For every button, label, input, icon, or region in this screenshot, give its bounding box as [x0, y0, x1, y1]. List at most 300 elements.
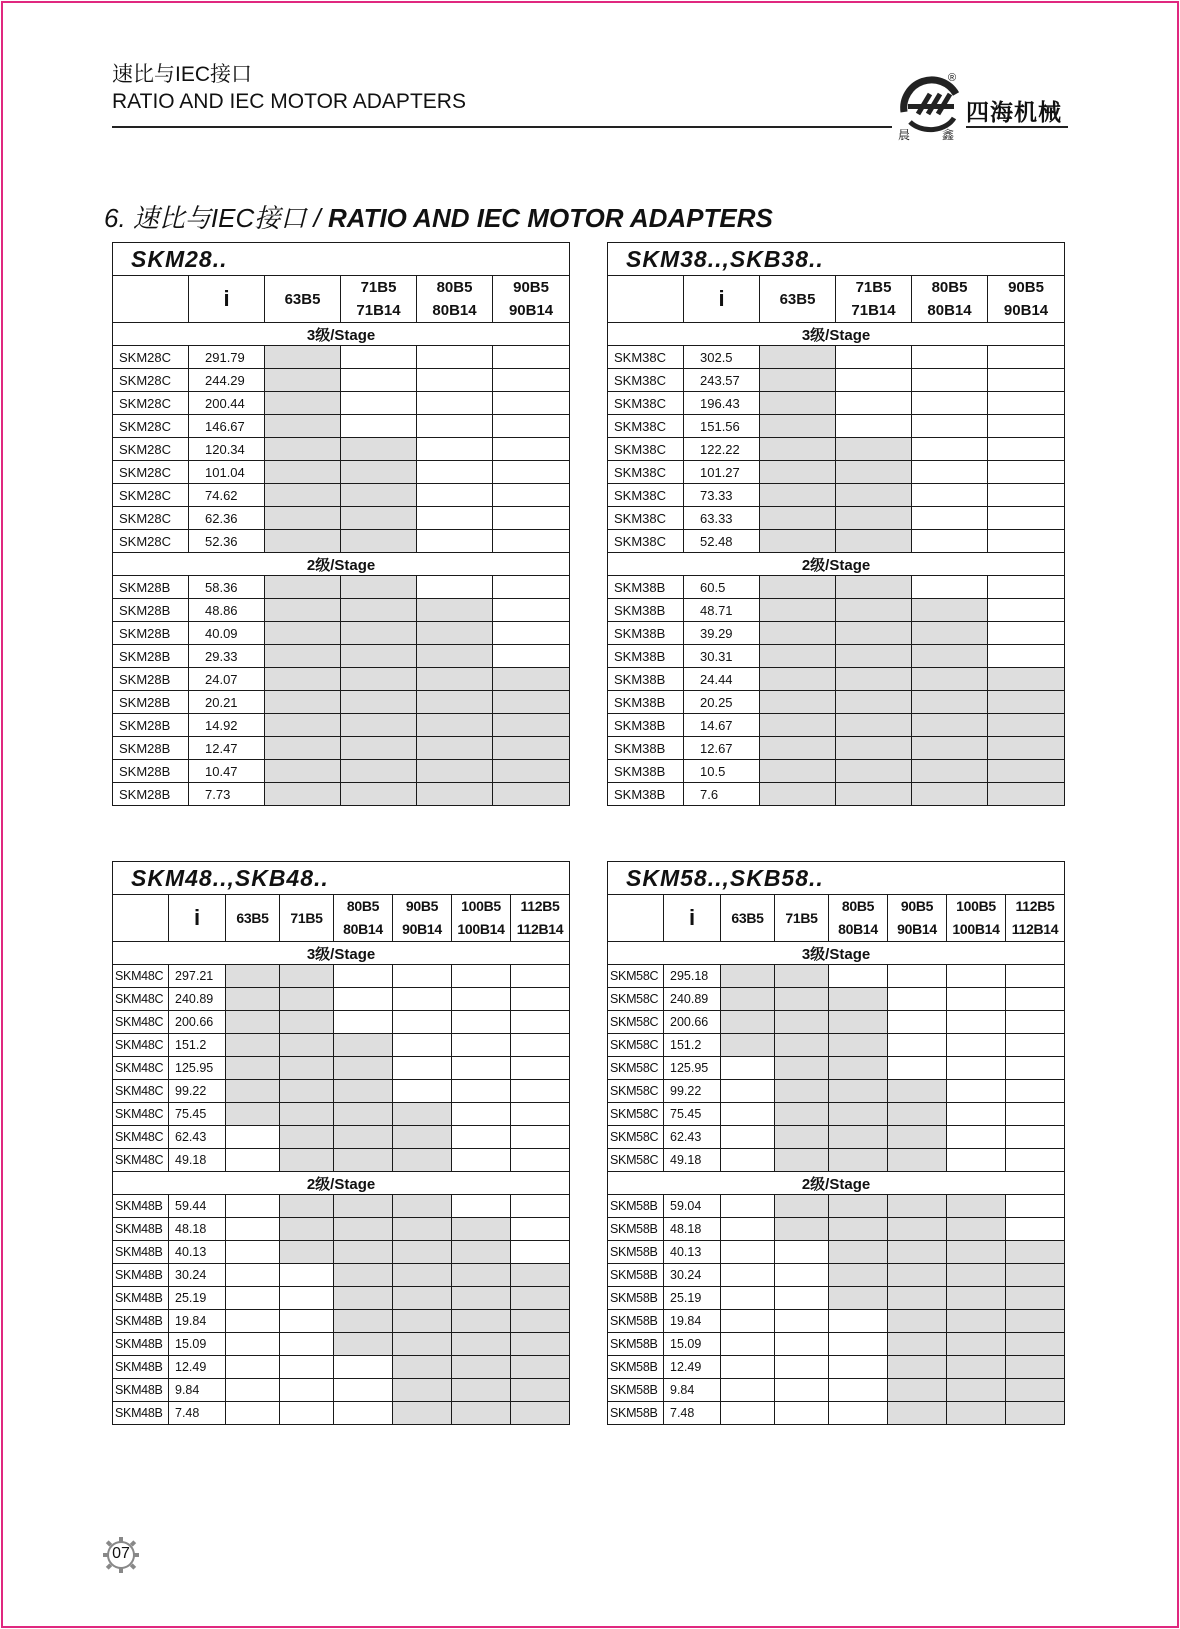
model-cell: SKM58B	[608, 1287, 664, 1310]
model-cell: SKM48C	[113, 1103, 169, 1126]
empty-cell	[341, 346, 417, 369]
model-cell: SKM48C	[113, 1034, 169, 1057]
empty-cell	[988, 530, 1065, 553]
empty-cell	[493, 576, 570, 599]
available-cell	[393, 1195, 452, 1218]
model-cell: SKM38B	[608, 576, 684, 599]
available-cell	[280, 1149, 334, 1172]
model-cell: SKM28B	[113, 668, 189, 691]
model-cell: SKM28C	[113, 346, 189, 369]
available-cell	[829, 1011, 888, 1034]
model-cell: SKM38C	[608, 530, 684, 553]
model-cell: SKM38C	[608, 369, 684, 392]
available-cell	[417, 645, 493, 668]
empty-cell	[226, 1241, 280, 1264]
available-cell	[511, 1310, 570, 1333]
available-cell	[393, 1287, 452, 1310]
empty-cell	[493, 461, 570, 484]
ratio-cell: 75.45	[664, 1103, 721, 1126]
table-row	[608, 1264, 1065, 1287]
empty-cell	[988, 415, 1065, 438]
available-cell	[226, 1034, 280, 1057]
model-cell: SKM28B	[113, 645, 189, 668]
available-cell	[341, 622, 417, 645]
available-cell	[493, 714, 570, 737]
table-row	[113, 714, 570, 737]
available-cell	[760, 622, 836, 645]
stage-label: 2级/Stage	[113, 553, 570, 576]
available-cell	[265, 645, 341, 668]
model-cell: SKM58B	[608, 1379, 664, 1402]
available-cell	[888, 1103, 947, 1126]
available-cell	[760, 691, 836, 714]
table-row	[608, 599, 1065, 622]
available-cell	[393, 1241, 452, 1264]
empty-cell	[775, 1264, 829, 1287]
model-cell: SKM38C	[608, 507, 684, 530]
available-cell	[452, 1310, 511, 1333]
empty-cell	[417, 392, 493, 415]
available-cell	[341, 530, 417, 553]
available-cell	[760, 461, 836, 484]
available-cell	[760, 484, 836, 507]
empty-cell	[947, 1149, 1006, 1172]
empty-cell	[393, 1034, 452, 1057]
available-cell	[334, 1287, 393, 1310]
available-cell	[760, 737, 836, 760]
model-cell: SKM58C	[608, 1149, 664, 1172]
ratio-cell: 74.62	[189, 484, 265, 507]
model-cell: SKM58C	[608, 988, 664, 1011]
empty-cell	[493, 438, 570, 461]
available-cell	[341, 783, 417, 806]
model-cell: SKM28C	[113, 369, 189, 392]
available-cell	[760, 530, 836, 553]
available-cell	[721, 1034, 775, 1057]
available-cell	[988, 737, 1065, 760]
available-cell	[888, 1333, 947, 1356]
empty-cell	[912, 530, 988, 553]
available-cell	[1006, 1402, 1065, 1425]
available-cell	[393, 1310, 452, 1333]
empty-cell	[493, 415, 570, 438]
available-cell	[836, 461, 912, 484]
available-cell	[947, 1310, 1006, 1333]
available-cell	[947, 1218, 1006, 1241]
available-cell	[947, 1264, 1006, 1287]
empty-cell	[988, 599, 1065, 622]
empty-cell	[341, 392, 417, 415]
table-row	[113, 622, 570, 645]
empty-cell	[280, 1287, 334, 1310]
available-cell	[947, 1287, 1006, 1310]
available-cell	[341, 714, 417, 737]
empty-cell	[226, 1356, 280, 1379]
ratio-cell: 30.24	[169, 1264, 226, 1287]
empty-cell	[775, 1287, 829, 1310]
table-row	[113, 576, 570, 599]
available-cell	[775, 1195, 829, 1218]
available-cell	[888, 1402, 947, 1425]
empty-cell	[334, 988, 393, 1011]
empty-cell	[947, 1126, 1006, 1149]
table-row	[113, 1379, 570, 1402]
empty-cell	[836, 415, 912, 438]
adapter-column-header: 112B5 112B14	[1006, 895, 1065, 942]
table-row	[113, 1034, 570, 1057]
available-cell	[511, 1333, 570, 1356]
available-cell	[775, 1149, 829, 1172]
ratio-cell: 40.09	[189, 622, 265, 645]
model-cell: SKM28B	[113, 691, 189, 714]
available-cell	[493, 760, 570, 783]
available-cell	[334, 1103, 393, 1126]
table-row	[608, 1034, 1065, 1057]
section-title-en: RATIO AND IEC MOTOR ADAPTERS	[327, 203, 773, 233]
empty-cell	[836, 369, 912, 392]
table-row	[608, 1402, 1065, 1425]
model-cell: SKM38B	[608, 691, 684, 714]
available-cell	[829, 1057, 888, 1080]
table-row	[608, 1241, 1065, 1264]
ratio-cell: 75.45	[169, 1103, 226, 1126]
available-cell	[829, 1080, 888, 1103]
available-cell	[775, 1218, 829, 1241]
available-cell	[888, 1379, 947, 1402]
ratio-cell: 101.04	[189, 461, 265, 484]
empty-cell	[721, 1057, 775, 1080]
model-cell: SKM38B	[608, 645, 684, 668]
empty-cell	[888, 965, 947, 988]
empty-cell	[393, 965, 452, 988]
empty-cell	[829, 1310, 888, 1333]
ratio-cell: 7.48	[664, 1402, 721, 1425]
stage-label: 2级/Stage	[113, 1172, 570, 1195]
empty-cell	[493, 645, 570, 668]
ratio-cell: 48.71	[684, 599, 760, 622]
available-cell	[511, 1264, 570, 1287]
empty-cell	[1006, 1195, 1065, 1218]
available-cell	[280, 1241, 334, 1264]
model-cell: SKM28C	[113, 507, 189, 530]
model-cell: SKM38C	[608, 438, 684, 461]
table-row	[608, 392, 1065, 415]
available-cell	[417, 714, 493, 737]
model-cell: SKM58C	[608, 1034, 664, 1057]
empty-cell	[511, 1057, 570, 1080]
empty-cell	[493, 392, 570, 415]
table-row	[608, 668, 1065, 691]
available-cell	[1006, 1241, 1065, 1264]
empty-cell	[226, 1287, 280, 1310]
empty-cell	[226, 1149, 280, 1172]
section-title	[104, 198, 773, 235]
empty-cell	[1006, 988, 1065, 1011]
empty-cell	[417, 576, 493, 599]
empty-cell	[511, 965, 570, 988]
available-cell	[829, 1264, 888, 1287]
available-cell	[775, 1011, 829, 1034]
ratio-cell: 20.21	[189, 691, 265, 714]
section-title-cn: 速比与IEC接口 /	[132, 203, 321, 233]
empty-cell	[511, 1080, 570, 1103]
available-cell	[721, 965, 775, 988]
model-cell: SKM28B	[113, 737, 189, 760]
empty-cell	[280, 1356, 334, 1379]
empty-cell	[452, 1011, 511, 1034]
empty-cell	[721, 1264, 775, 1287]
available-cell	[912, 622, 988, 645]
header-blank	[608, 895, 664, 942]
model-cell: SKM58B	[608, 1356, 664, 1379]
empty-cell	[226, 1402, 280, 1425]
available-cell	[280, 988, 334, 1011]
available-cell	[836, 783, 912, 806]
empty-cell	[280, 1264, 334, 1287]
available-cell	[341, 438, 417, 461]
empty-cell	[947, 1103, 1006, 1126]
header-rule	[112, 126, 892, 128]
available-cell	[829, 1218, 888, 1241]
available-cell	[912, 760, 988, 783]
empty-cell	[334, 1402, 393, 1425]
ratio-cell: 14.92	[189, 714, 265, 737]
available-cell	[493, 737, 570, 760]
available-cell	[760, 599, 836, 622]
model-cell: SKM38B	[608, 714, 684, 737]
empty-cell	[912, 461, 988, 484]
available-cell	[912, 599, 988, 622]
model-cell: SKM58C	[608, 1011, 664, 1034]
ratio-cell: 12.49	[664, 1356, 721, 1379]
ratio-header: i	[169, 895, 226, 942]
available-cell	[888, 1264, 947, 1287]
available-cell	[1006, 1310, 1065, 1333]
table-row	[113, 988, 570, 1011]
model-cell: SKM48B	[113, 1379, 169, 1402]
empty-cell	[829, 965, 888, 988]
table-row	[608, 737, 1065, 760]
available-cell	[888, 1310, 947, 1333]
ratio-cell: 52.48	[684, 530, 760, 553]
available-cell	[912, 737, 988, 760]
empty-cell	[947, 1057, 1006, 1080]
ratio-cell: 291.79	[189, 346, 265, 369]
empty-cell	[829, 1402, 888, 1425]
available-cell	[775, 1080, 829, 1103]
table-row	[113, 1241, 570, 1264]
empty-cell	[334, 1379, 393, 1402]
empty-cell	[452, 1057, 511, 1080]
available-cell	[1006, 1356, 1065, 1379]
empty-cell	[988, 507, 1065, 530]
available-cell	[829, 1126, 888, 1149]
available-cell	[511, 1402, 570, 1425]
model-cell: SKM28B	[113, 599, 189, 622]
table-row	[113, 461, 570, 484]
ratio-cell: 24.44	[684, 668, 760, 691]
ratio-cell: 125.95	[664, 1057, 721, 1080]
header-title-en: RATIO AND IEC MOTOR ADAPTERS	[112, 90, 466, 113]
available-cell	[760, 415, 836, 438]
empty-cell	[511, 1034, 570, 1057]
available-cell	[775, 1057, 829, 1080]
header-blank	[113, 895, 169, 942]
available-cell	[265, 415, 341, 438]
table-row	[608, 1103, 1065, 1126]
header-blank	[113, 276, 189, 323]
model-cell: SKM38B	[608, 668, 684, 691]
table-row	[113, 1333, 570, 1356]
available-cell	[760, 645, 836, 668]
model-cell: SKM48C	[113, 1080, 169, 1103]
empty-cell	[493, 507, 570, 530]
available-cell	[265, 438, 341, 461]
ratio-cell: 99.22	[169, 1080, 226, 1103]
adapter-column-header: 90B5 90B14	[988, 276, 1065, 323]
table-row	[113, 599, 570, 622]
available-cell	[836, 507, 912, 530]
table-row	[608, 714, 1065, 737]
available-cell	[417, 737, 493, 760]
ratio-cell: 9.84	[664, 1379, 721, 1402]
ratio-cell: 62.36	[189, 507, 265, 530]
available-cell	[334, 1149, 393, 1172]
table-title: SKM28..	[113, 243, 570, 276]
empty-cell	[775, 1241, 829, 1264]
empty-cell	[1006, 1103, 1065, 1126]
empty-cell	[888, 1034, 947, 1057]
available-cell	[334, 1218, 393, 1241]
empty-cell	[393, 1057, 452, 1080]
empty-cell	[721, 1379, 775, 1402]
empty-cell	[452, 965, 511, 988]
available-cell	[775, 1034, 829, 1057]
adapter-column-header: 80B5 80B14	[334, 895, 393, 942]
empty-cell	[452, 1034, 511, 1057]
table-row	[608, 461, 1065, 484]
available-cell	[511, 1379, 570, 1402]
empty-cell	[721, 1287, 775, 1310]
available-cell	[280, 965, 334, 988]
model-cell: SKM28B	[113, 760, 189, 783]
stage-label: 2级/Stage	[608, 553, 1065, 576]
ratio-cell: 48.86	[189, 599, 265, 622]
empty-cell	[417, 461, 493, 484]
available-cell	[988, 783, 1065, 806]
table-row	[608, 1333, 1065, 1356]
available-cell	[265, 714, 341, 737]
stage-label: 3级/Stage	[608, 942, 1065, 965]
empty-cell	[493, 622, 570, 645]
available-cell	[265, 737, 341, 760]
ratio-cell: 58.36	[189, 576, 265, 599]
model-cell: SKM38B	[608, 599, 684, 622]
adapter-column-header: 112B5 112B14	[511, 895, 570, 942]
available-cell	[947, 1379, 1006, 1402]
adapter-column-header: 90B5 90B14	[493, 276, 570, 323]
model-cell: SKM48C	[113, 1011, 169, 1034]
empty-cell	[452, 1195, 511, 1218]
available-cell	[417, 691, 493, 714]
table-row	[608, 965, 1065, 988]
model-cell: SKM28B	[113, 622, 189, 645]
available-cell	[452, 1218, 511, 1241]
empty-cell	[912, 507, 988, 530]
table-row	[113, 645, 570, 668]
empty-cell	[721, 1149, 775, 1172]
ratio-cell: 59.04	[664, 1195, 721, 1218]
ratio-cell: 302.5	[684, 346, 760, 369]
ratio-cell: 200.44	[189, 392, 265, 415]
model-cell: SKM38B	[608, 783, 684, 806]
ratio-cell: 7.6	[684, 783, 760, 806]
empty-cell	[493, 484, 570, 507]
model-cell: SKM48B	[113, 1264, 169, 1287]
available-cell	[836, 484, 912, 507]
ratio-cell: 30.24	[664, 1264, 721, 1287]
available-cell	[226, 1103, 280, 1126]
empty-cell	[1006, 1034, 1065, 1057]
empty-cell	[1006, 1057, 1065, 1080]
ratio-cell: 49.18	[664, 1149, 721, 1172]
empty-cell	[1006, 1149, 1065, 1172]
available-cell	[511, 1287, 570, 1310]
empty-cell	[988, 622, 1065, 645]
ratio-cell: 240.89	[169, 988, 226, 1011]
ratio-header: i	[664, 895, 721, 942]
table-row	[113, 1011, 570, 1034]
available-cell	[265, 691, 341, 714]
empty-cell	[334, 1011, 393, 1034]
available-cell	[334, 1126, 393, 1149]
ratio-cell: 151.2	[664, 1034, 721, 1057]
available-cell	[265, 346, 341, 369]
table-title: SKM58..,SKB58..	[608, 862, 1065, 895]
available-cell	[265, 484, 341, 507]
model-cell: SKM38C	[608, 484, 684, 507]
available-cell	[226, 1080, 280, 1103]
empty-cell	[493, 369, 570, 392]
empty-cell	[452, 1103, 511, 1126]
available-cell	[393, 1356, 452, 1379]
available-cell	[334, 1310, 393, 1333]
model-cell: SKM28C	[113, 530, 189, 553]
empty-cell	[836, 392, 912, 415]
table-row	[608, 645, 1065, 668]
empty-cell	[226, 1126, 280, 1149]
available-cell	[417, 668, 493, 691]
stage-label: 3级/Stage	[608, 323, 1065, 346]
available-cell	[1006, 1264, 1065, 1287]
table-row	[113, 1103, 570, 1126]
ratio-cell: 12.49	[169, 1356, 226, 1379]
available-cell	[829, 1241, 888, 1264]
available-cell	[417, 599, 493, 622]
ratio-cell: 20.25	[684, 691, 760, 714]
empty-cell	[836, 346, 912, 369]
empty-cell	[988, 645, 1065, 668]
registered-mark: ®	[948, 72, 957, 84]
table-title: SKM48..,SKB48..	[113, 862, 570, 895]
model-cell: SKM48C	[113, 988, 169, 1011]
table-row	[608, 1011, 1065, 1034]
available-cell	[1006, 1287, 1065, 1310]
table-row	[608, 1057, 1065, 1080]
adapter-column-header: 71B5 71B14	[341, 276, 417, 323]
model-cell: SKM28C	[113, 461, 189, 484]
available-cell	[888, 1287, 947, 1310]
